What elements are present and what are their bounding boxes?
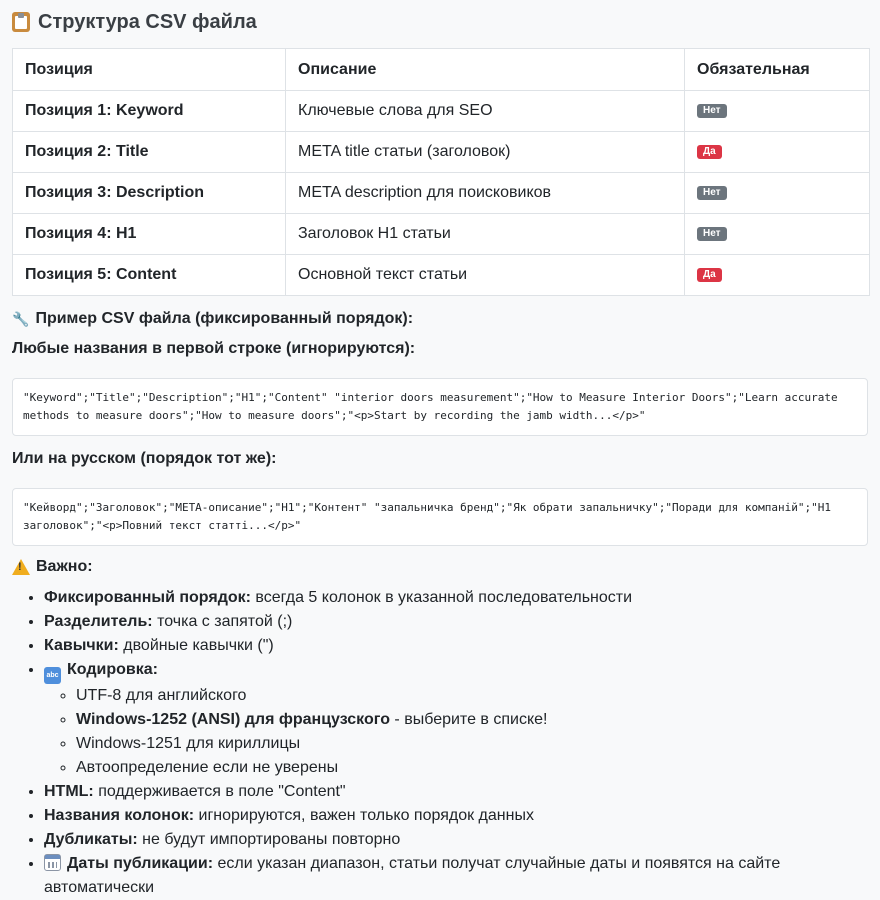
status-badge: Нет <box>697 186 727 200</box>
list-item: ◦ Windows-1252 (ANSI) для французского - выберите в списке! <box>76 708 868 732</box>
list-item: ◦ Автоопределение если не уверены <box>76 756 868 780</box>
status-badge: Да <box>697 268 722 282</box>
required-cell <box>685 255 870 296</box>
required-cell <box>685 132 870 173</box>
abc-icon: abc <box>44 667 61 684</box>
wrench-icon: 🔧 <box>12 310 30 327</box>
table-row <box>13 132 870 173</box>
example-heading-text: Пример CSV файла (фиксированный порядок): <box>35 310 414 327</box>
required-cell <box>685 214 870 255</box>
list-item: • Разделитель: точка с запятой (;) <box>44 610 868 634</box>
csv-example-russian: "Кейворд";"Заголовок";"МЕТА-описание";"Н1";"Контент" "запальничка бренд";"Як обрати запальничку";"Поради для компаній";"Н1 заголовок";"<p>Повний текст статті...</p>" <box>12 488 868 546</box>
page-title <box>12 0 868 44</box>
list-item: • Кавычки: двойные кавычки (") <box>44 634 868 658</box>
list-item: ◦ Windows-1251 для кириллицы <box>76 732 868 756</box>
list-item: • abc Кодировка: ◦ UTF-8 для английского ◦ Windows-1252 (ANSI) для французского - выберите в списке! ◦ Windows-1251 для кириллицы ◦ Автоопределение если не уверены <box>44 658 868 780</box>
table-row <box>13 214 870 255</box>
table-header-row <box>13 49 870 91</box>
status-badge: Нет <box>697 104 727 118</box>
position-cell: Позиция 1: Keyword <box>13 91 286 132</box>
description-cell: Заголовок H1 статьи <box>286 214 685 255</box>
list-item: • Дубликаты: не будут импортированы повторно <box>44 828 868 852</box>
required-cell <box>685 91 870 132</box>
position-cell: Позиция 5: Content <box>13 255 286 296</box>
status-badge: Нет <box>697 227 727 241</box>
encoding-sublist <box>44 684 868 780</box>
required-cell <box>685 173 870 214</box>
list-item: • Названия колонок: игнорируются, важен только порядок данных <box>44 804 868 828</box>
description-cell: META description для поисковиков <box>286 173 685 214</box>
description-cell: Основной текст статьи <box>286 255 685 296</box>
list-item: • HTML: поддерживается в поле "Content" <box>44 780 868 804</box>
position-cell: Позиция 4: H1 <box>13 214 286 255</box>
table-row <box>13 255 870 296</box>
column-header-position: Позиция <box>13 49 286 91</box>
important-heading <box>12 558 868 576</box>
csv-example-english: "Keyword";"Title";"Description";"H1";"Content" "interior doors measurement";"How to Measure Interior Doors";"Learn accurate methods to measure doors";"How to measure doors";"<p>Start by recording the jamb width...</p>" <box>12 378 868 436</box>
important-heading-text: Важно: <box>36 558 93 575</box>
important-list <box>12 586 868 900</box>
list-item: • Даты публикации: если указан диапазон, статьи получат случайные даты и появятся на сайте автоматически <box>44 852 868 900</box>
calendar-icon <box>44 854 61 871</box>
status-badge: Да <box>697 145 722 159</box>
russian-label: Или на русском (порядок тот же): <box>12 450 277 467</box>
list-item: ◦ UTF-8 для английского <box>76 684 868 708</box>
position-cell: Позиция 2: Title <box>13 132 286 173</box>
position-cell: Позиция 3: Description <box>13 173 286 214</box>
table-row <box>13 173 870 214</box>
description-cell: Ключевые слова для SEO <box>286 91 685 132</box>
description-cell: META title статьи (заголовок) <box>286 132 685 173</box>
clipboard-icon <box>12 12 30 32</box>
column-header-description: Описание <box>286 49 685 91</box>
column-header-required: Обязательная <box>685 49 870 91</box>
any-names-label: Любые названия в первой строке (игнорируются): <box>12 340 416 357</box>
example-heading <box>12 310 868 328</box>
list-item: • Фиксированный порядок: всегда 5 колонок в указанной последовательности <box>44 586 868 610</box>
page-title-text: Структура CSV файла <box>38 10 257 33</box>
warning-icon <box>12 559 30 575</box>
csv-structure-table <box>12 48 870 296</box>
table-row <box>13 91 870 132</box>
